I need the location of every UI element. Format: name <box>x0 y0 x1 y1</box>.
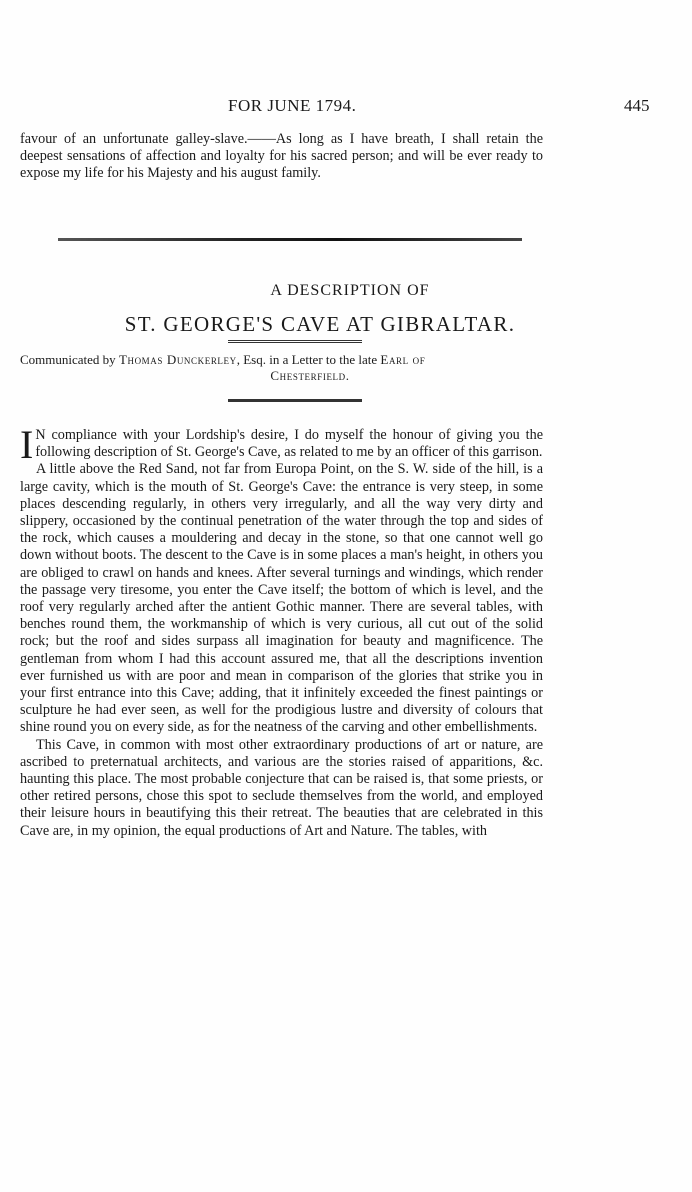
paragraph-3: This Cave, in common with most other extraordinary productions of art or nature, are ascribed to preternatual architects, and various are the stories raised of apparitions, &c. haunting this place. The most probable conjecture that can be raised is, that some priests, or other retired persons, chose this spot to seclude themselves from the world, and employed their leisure hours in beautifying this their retreat. The beauties that are celebrated in this Cave are, in my opinion, the equal productions of Art and Nature. The tables, with <box>20 736 543 839</box>
drop-cap: I <box>20 422 34 467</box>
byline-recipient-name: Chesterfield. <box>270 368 350 383</box>
byline-author: Thomas Dunckerley <box>118 352 237 367</box>
page-number: 445 <box>624 96 650 115</box>
byline <box>20 352 580 384</box>
title-ornament-rule <box>228 340 362 343</box>
closing-paragraph-block <box>20 131 543 183</box>
byline-prefix: Communicated by <box>20 352 116 367</box>
byline-middle: , Esq. in a Letter to the late <box>236 352 378 367</box>
closing-paragraph: favour of an unfortunate galley-slave.——As long as I have breath, I shall retain the deepest sensations of affection and loyalty for his sacred person; and will be ever ready to expose my life for his Majesty and his august family. <box>20 131 543 182</box>
article-title-line2: ST. GEORGE'S CAVE AT GIBRALTAR. <box>124 312 516 336</box>
running-head <box>0 96 692 120</box>
running-title: FOR JUNE 1794. <box>228 96 357 115</box>
section-divider-rule <box>58 238 522 241</box>
paragraph-2: A little above the Red Sand, not far from Europa Point, on the S. W. side of the hill, is a large cavity, which is the mouth of St. George's Cave: the entrance is very steep, in some places descending regularly, in others very irregularly, and all the way very dirty and slippery, occasioned by the continual penetration of the water through the top and sides of the rock, which causes a mouldering and decay in the stone, so that one cannot well go down without boots. The descent to the Cave is in some places a man's height, in others you are obliged to crawl on hands and knees. After several turnings and windings, which render the passage very tiresome, you enter the Cave itself; the bottom of which is level, and the roof very regularly arched after the antient Gothic manner. There are several tables, with benches round them, the workmanship of which is very curious, all cut out of the solid rock; but the roof and sides surpass all imagination for beauty and magnificence. The gentleman from whom I had this account assured me, that all the descriptions invention ever furnished us with are poor and mean in comparison of the glories that strike you in your first entrance into this Cave; adding, that it infinitely exceeded the finest paintings or sculpture he had ever seen, as well for the prodigious lustre and diversity of colours that shine round you on every side, as for the neatness of the carving and other embellishments. <box>20 461 543 736</box>
byline-recipient-title: Earl of <box>380 352 426 367</box>
article-body <box>20 422 543 840</box>
paragraph-1-text: N compliance with your Lordship's desire, I do myself the honour of giving you the following description of St. George's Cave, as related to me by an officer of this garrison. <box>35 427 543 461</box>
article-title-line1: A DESCRIPTION OF <box>270 282 430 299</box>
paragraph-1 <box>20 422 543 467</box>
byline-ornament-rule <box>228 399 362 402</box>
